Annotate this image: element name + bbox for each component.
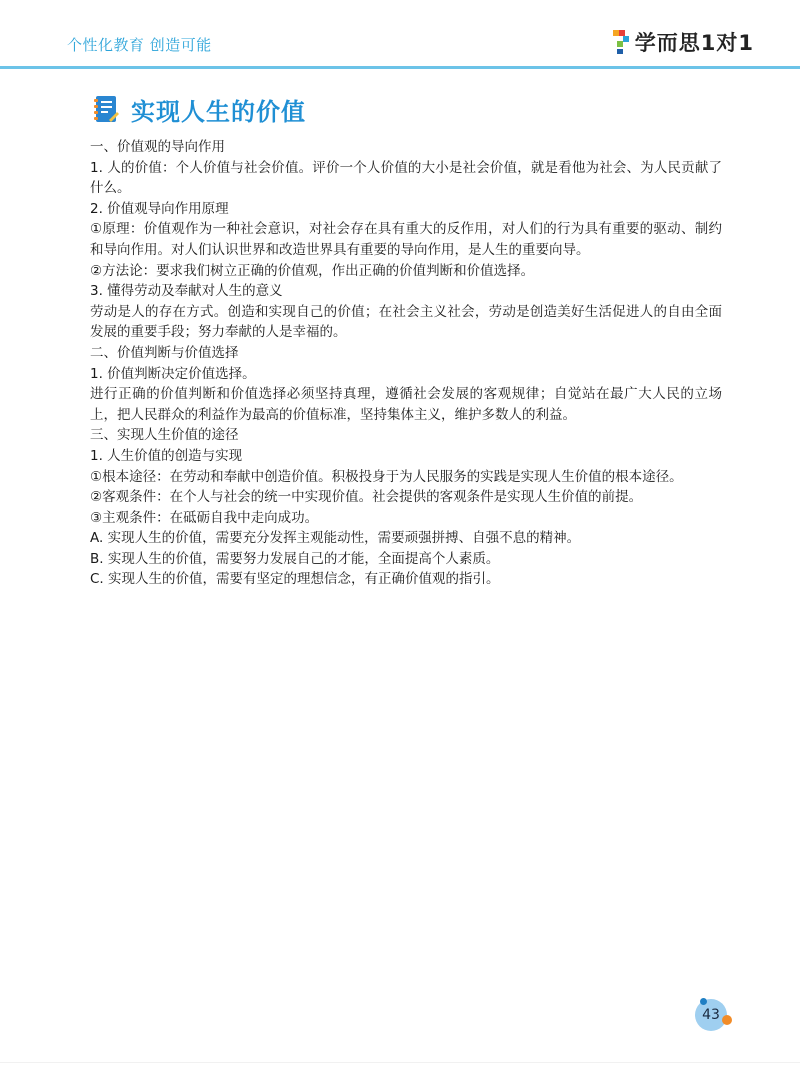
- decor-dot-blue: [700, 998, 707, 1005]
- notebook-icon: [93, 94, 119, 124]
- brand-name: 学而思1对1: [634, 31, 754, 55]
- list-item: B. 实现人生的价值，需要努力发展自己的才能，全面提高个人素质。: [90, 550, 500, 567]
- section-title-row: [93, 92, 306, 126]
- page-number-badge: [690, 994, 740, 1034]
- paragraph: ②客观条件：在个人与社会的统一中实现价值。社会提供的客观条件是实现人生价值的前提。: [90, 489, 643, 506]
- paragraph: 劳动是人的存在方式。创造和实现自己的价值；在社会主义社会，劳动是创造美好生活促进人的自由全面发展的重要手段；努力奉献的人是幸福的。: [90, 303, 722, 341]
- subheading: 3. 懂得劳动及奉献对人生的意义: [90, 283, 283, 300]
- footer-divider: [0, 1062, 800, 1063]
- page-header: [0, 0, 800, 66]
- subheading: 1. 价值判断决定价值选择。: [90, 365, 256, 382]
- header-slogan: 个性化教育 创造可能: [67, 36, 212, 54]
- decor-dot-orange: [722, 1015, 732, 1025]
- paragraph: ②方法论：要求我们树立正确的价值观，作出正确的价值判断和价值选择。: [90, 262, 535, 279]
- brand: [609, 27, 754, 57]
- page-title: 实现人生的价值: [131, 97, 306, 126]
- subheading: 1. 人生价值的创造与实现: [90, 447, 243, 464]
- paragraph: 进行正确的价值判断和价值选择必须坚持真理，遵循社会发展的客观规律；自觉站在最广大人民的立场上，把人民群众的利益作为最高的价值标准，坚持集体主义，维护多数人的利益。: [90, 386, 722, 423]
- section-heading-1: 一、价值观的导向作用: [90, 139, 225, 155]
- content-body: [90, 137, 722, 590]
- section-heading-2: 二、价值判断与价值选择: [90, 344, 239, 361]
- question-mark-logo-icon: [609, 29, 629, 55]
- paragraph: ①根本途径：在劳动和奉献中创造价值。积极投身于为人民服务的实践是实现人生价值的根本途径。: [90, 468, 683, 485]
- paragraph: 1. 人的价值：个人价值与社会价值。评价一个人价值的大小是社会价值，就是看他为社会、为人民贡献了什么。: [90, 159, 722, 197]
- list-item: C. 实现人生的价值，需要有坚定的理想信念，有正确价值观的指引。: [90, 571, 500, 588]
- page-number: 43: [695, 999, 727, 1031]
- list-item: A. 实现人生的价值，需要充分发挥主观能动性，需要顽强拼搏、自强不息的精神。: [90, 530, 581, 547]
- subheading: 2. 价值观导向作用原理: [90, 200, 229, 217]
- paragraph: ①原理：价值观作为一种社会意识，对社会存在具有重大的反作用，对人们的行为具有重要的驱动、制约和导向作用。对人们认识世界和改造世界具有重要的导向作用，是人生的重要向导。: [90, 221, 722, 258]
- header-divider: [0, 66, 800, 69]
- paragraph: ③主观条件：在砥砺自我中走向成功。: [90, 509, 319, 526]
- section-heading-3: 三、实现人生价值的途径: [90, 427, 239, 444]
